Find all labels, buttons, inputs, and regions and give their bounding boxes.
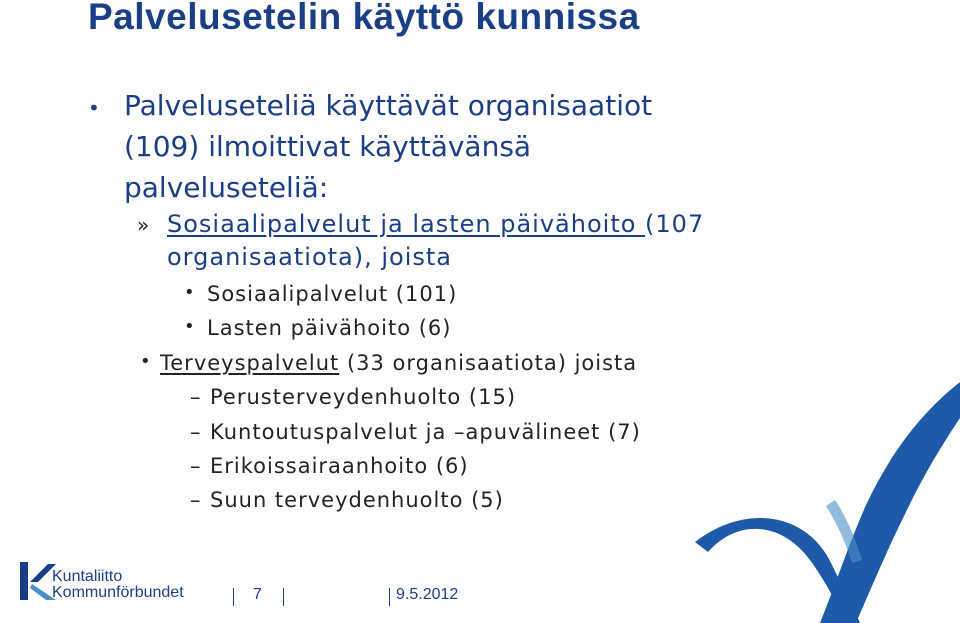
logo-text-line2: Kommunförbundet xyxy=(52,584,184,601)
sub-item: Sosiaalipalvelut (101) xyxy=(207,282,458,306)
sub-bullet-icon: • xyxy=(184,282,195,303)
section1-rest: (107 xyxy=(645,210,705,238)
section1-line2: organisaatiota), joista xyxy=(167,243,453,271)
main-bullet-line: (109) ilmoittivat käyttävänsä xyxy=(124,130,532,163)
footer-divider xyxy=(389,588,390,606)
section2-item: Suun terveydenhuolto (5) xyxy=(210,488,504,512)
section1-link[interactable]: Sosiaalipalvelut ja lasten päivähoito xyxy=(167,210,646,238)
page-title: Palvelusetelin käyttö kunnissa xyxy=(88,0,640,37)
section1-line1 xyxy=(167,210,704,238)
dash-icon: – xyxy=(190,420,202,444)
main-bullet-line: palveluseteliä: xyxy=(124,171,329,204)
section2-item: Kuntoutuspalvelut ja –apuvälineet (7) xyxy=(210,420,641,444)
footer-divider xyxy=(283,588,284,606)
section2-bullet-icon: • xyxy=(140,351,151,372)
section2-item: Perusterveydenhuolto (15) xyxy=(210,385,517,409)
dash-icon: – xyxy=(190,385,202,409)
footer-date: 9.5.2012 xyxy=(396,586,459,603)
dash-icon: – xyxy=(190,488,202,512)
main-bullet-line: Palveluseteliä käyttävät organisaatiot xyxy=(124,89,653,122)
dash-icon: – xyxy=(190,454,202,478)
section2-line xyxy=(160,351,637,375)
page-number: 7 xyxy=(253,586,262,603)
section-marker: » xyxy=(137,213,151,237)
logo-text-line1: Kuntaliitto xyxy=(52,568,123,585)
section2-rest: (33 organisaatiota) joista xyxy=(339,351,638,375)
section2-item: Erikoissairaanhoito (6) xyxy=(210,454,469,478)
section2-link[interactable]: Terveyspalvelut xyxy=(160,351,340,375)
bullet-icon: • xyxy=(88,96,100,120)
sub-item: Lasten päivähoito (6) xyxy=(207,316,452,340)
footer-divider xyxy=(233,588,234,606)
sub-bullet-icon: • xyxy=(184,316,195,337)
